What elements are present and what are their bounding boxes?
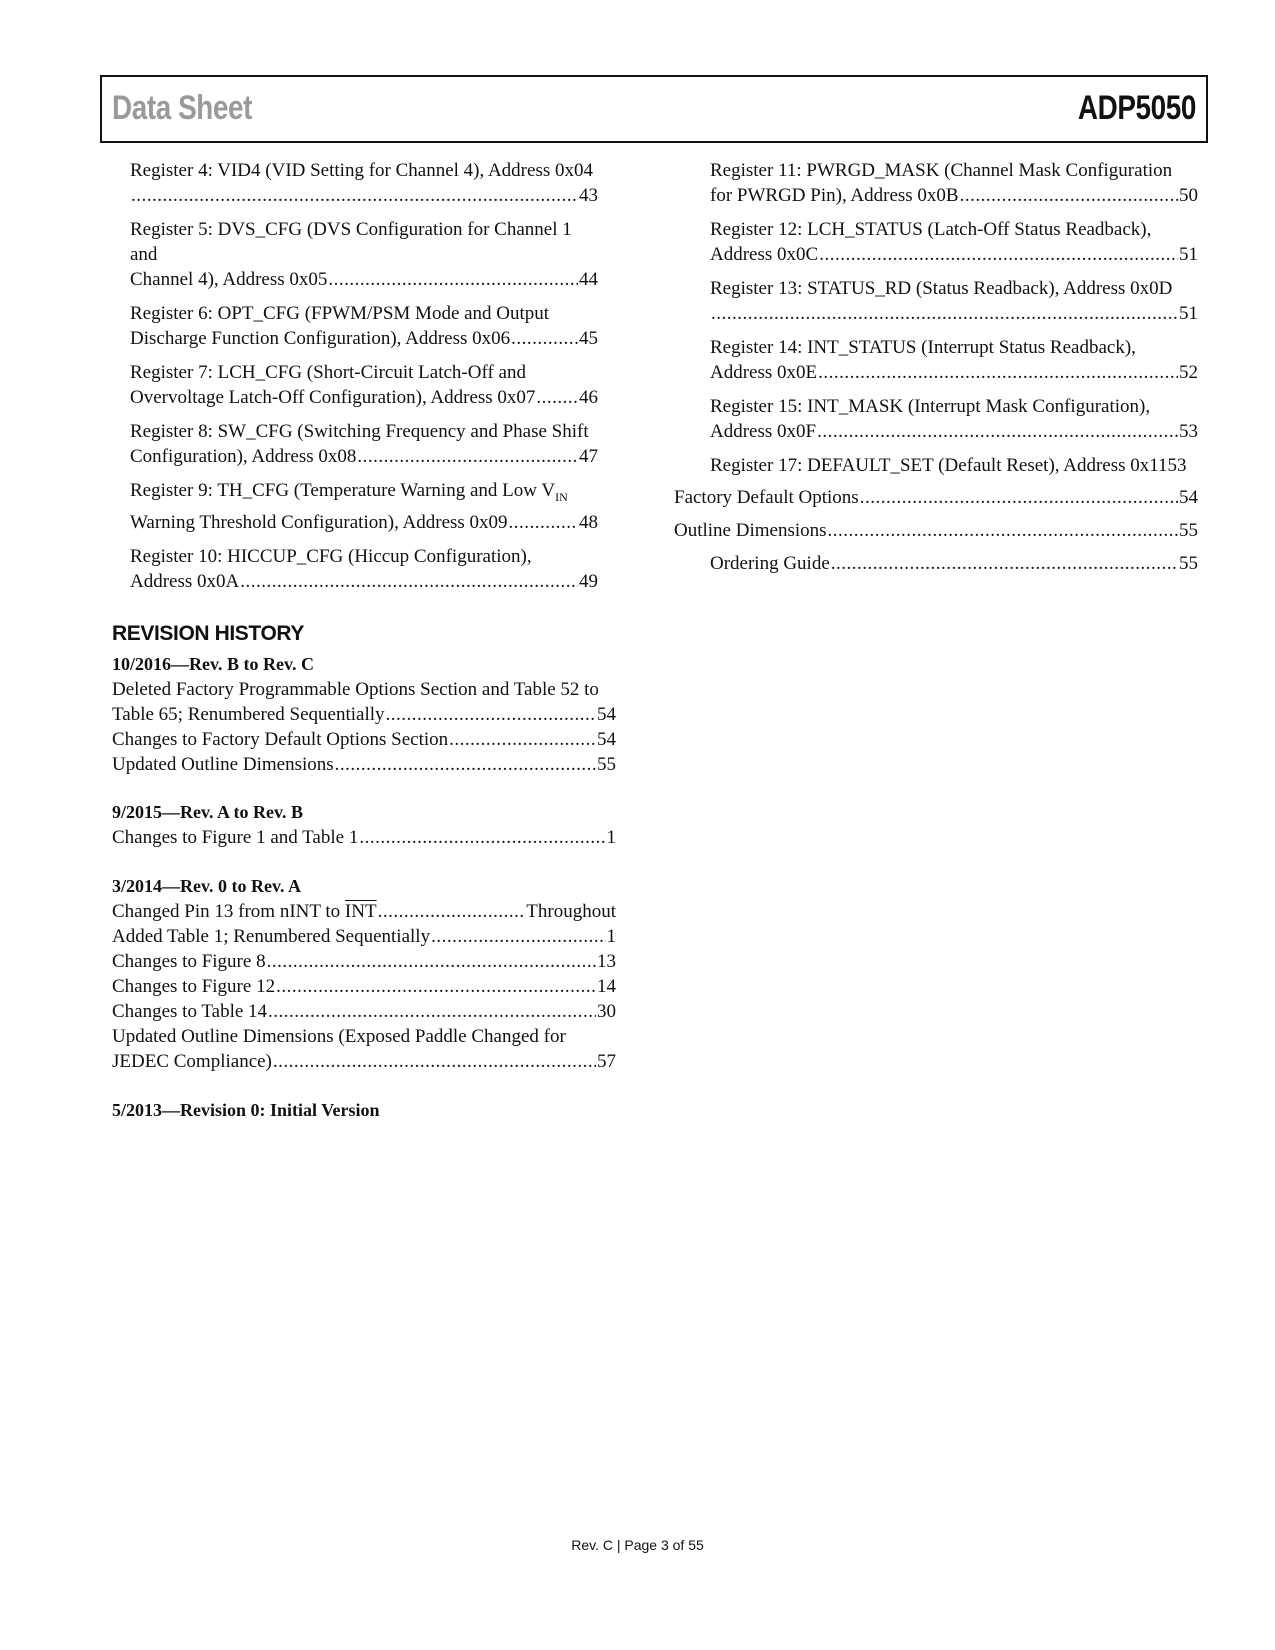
toc-entry[interactable]: Register 9: TH_CFG (Temperature Warning and Low $V_{IN}$ Warning Threshold Configuration), Address 0x09 ..... 48 xyxy=(112,478,598,535)
page-footer xyxy=(0,1537,1275,1553)
toc-entry[interactable]: Factory Default Options ..... 54 xyxy=(674,485,1198,510)
toc-entry[interactable]: Register 7: LCH_CFG (Short-Circuit Latch-Off and Overvoltage Latch-Off Configuration), Address 0x07 ..... 46 xyxy=(112,360,598,410)
footer-page-number: Page 3 of 55 xyxy=(624,1537,704,1553)
toc-entry[interactable]: Register 17: DEFAULT_SET (Default Reset), Address 0x11 53 xyxy=(710,455,1187,476)
footer-revision: Rev. C xyxy=(571,1537,613,1553)
toc-page-number: 50 xyxy=(1179,185,1198,206)
toc-page-number: 53 xyxy=(1179,421,1198,442)
subscript-in: IN xyxy=(555,489,568,504)
toc-page-number: 49 xyxy=(579,570,598,592)
revision-item: Deleted Factory Programmable Options Section and Table 52 to Table 65; Renumbered Sequentially ..... 54 xyxy=(112,677,616,727)
revision-heading: 5/2013—Revision 0: Initial Version xyxy=(112,1100,380,1120)
revision-block-rev-a xyxy=(112,874,616,1074)
toc-page-number: 48 xyxy=(579,511,598,533)
toc-page-number: 46 xyxy=(579,387,598,408)
revision-heading: 9/2015—Rev. A to Rev. B xyxy=(112,802,304,822)
revision-history-title: REVISION HISTORY xyxy=(112,622,304,645)
toc-left-column xyxy=(112,158,598,603)
revision-heading: 10/2016—Rev. B to Rev. C xyxy=(112,654,314,674)
toc-page-number: 44 xyxy=(579,269,598,290)
toc-entry[interactable]: Register 4: VID4 (VID Setting for Channel 4), Address 0x04 ..... 43 xyxy=(112,158,598,208)
toc-page-number: 55 xyxy=(1179,520,1198,541)
revision-item: Changes to Figure 12 ..... 14 xyxy=(112,974,616,999)
toc-page-number: 45 xyxy=(579,328,598,349)
toc-page-number: 51 xyxy=(1179,244,1198,265)
revision-item: Changes to Factory Default Options Section ..... 54 xyxy=(112,727,616,752)
toc-page-number: 43 xyxy=(579,185,598,206)
revision-item: Added Table 1; Renumbered Sequentially ..... 1 xyxy=(112,924,616,949)
revision-block-rev-b xyxy=(112,800,616,850)
toc-page-number: 51 xyxy=(1179,303,1198,324)
doc-type-label: Data Sheet xyxy=(112,89,253,127)
toc-page-number: 54 xyxy=(1179,487,1198,508)
part-number: ADP5050 xyxy=(1077,89,1196,127)
revision-item: Updated Outline Dimensions ..... 55 xyxy=(112,752,616,777)
toc-page-number: 55 xyxy=(1179,553,1198,574)
toc-entry[interactable]: Register 15: INT_MASK (Interrupt Mask Configuration), Address 0x0F ..... 53 xyxy=(692,394,1198,444)
toc-entry[interactable]: Register 8: SW_CFG (Switching Frequency and Phase Shift Configuration), Address 0x08 ..... 47 xyxy=(112,419,598,469)
page-header xyxy=(100,75,1208,143)
toc-entry[interactable]: Register 10: HICCUP_CFG (Hiccup Configuration), Address 0x0A ..... 49 xyxy=(112,544,598,594)
toc-entry[interactable]: Outline Dimensions ..... 55 xyxy=(674,518,1198,543)
toc-right-column xyxy=(674,158,1198,585)
toc-entry[interactable]: Ordering Guide ..... 55 xyxy=(692,551,1198,576)
revision-item: Changed Pin 13 from nINT to $\overline{INT}$ ..... Throughout xyxy=(112,899,616,924)
toc-page-number: 53 xyxy=(1167,455,1187,476)
revision-item: Changes to Table 14 ..... 30 xyxy=(112,999,616,1024)
toc-entry[interactable]: Register 5: DVS_CFG (DVS Configuration for Channel 1 and Channel 4), Address 0x05 ..... 44 xyxy=(112,217,598,292)
revision-block-rev-0 xyxy=(112,1098,616,1123)
toc-page-number: 52 xyxy=(1179,362,1198,383)
toc-page-number: 47 xyxy=(579,446,598,467)
toc-entry[interactable]: Register 11: PWRGD_MASK (Channel Mask Configuration for PWRGD Pin), Address 0x0B ..... 50 xyxy=(692,158,1198,208)
revision-block-rev-c xyxy=(112,652,616,777)
toc-entry[interactable]: Register 12: LCH_STATUS (Latch-Off Status Readback), Address 0x0C ..... 51 xyxy=(692,217,1198,267)
revision-heading: 3/2014—Rev. 0 to Rev. A xyxy=(112,876,301,896)
toc-entry[interactable]: Register 13: STATUS_RD (Status Readback), Address 0x0D ..... 51 xyxy=(692,276,1198,326)
revision-item: Updated Outline Dimensions (Exposed Paddle Changed for JEDEC Compliance) ..... 57 xyxy=(112,1024,616,1074)
revision-item: Changes to Figure 8 ..... 13 xyxy=(112,949,616,974)
revision-item: Changes to Figure 1 and Table 1 ..... 1 xyxy=(112,825,616,850)
toc-entry[interactable]: Register 6: OPT_CFG (FPWM/PSM Mode and Output Discharge Function Configuration), Address 0x06 ..... 45 xyxy=(112,301,598,351)
toc-entry[interactable]: Register 14: INT_STATUS (Interrupt Status Readback), Address 0x0E ..... 52 xyxy=(692,335,1198,385)
footer-separator: | xyxy=(612,1537,625,1553)
int-pin-overline: $\overline{INT}$ xyxy=(344,901,377,922)
